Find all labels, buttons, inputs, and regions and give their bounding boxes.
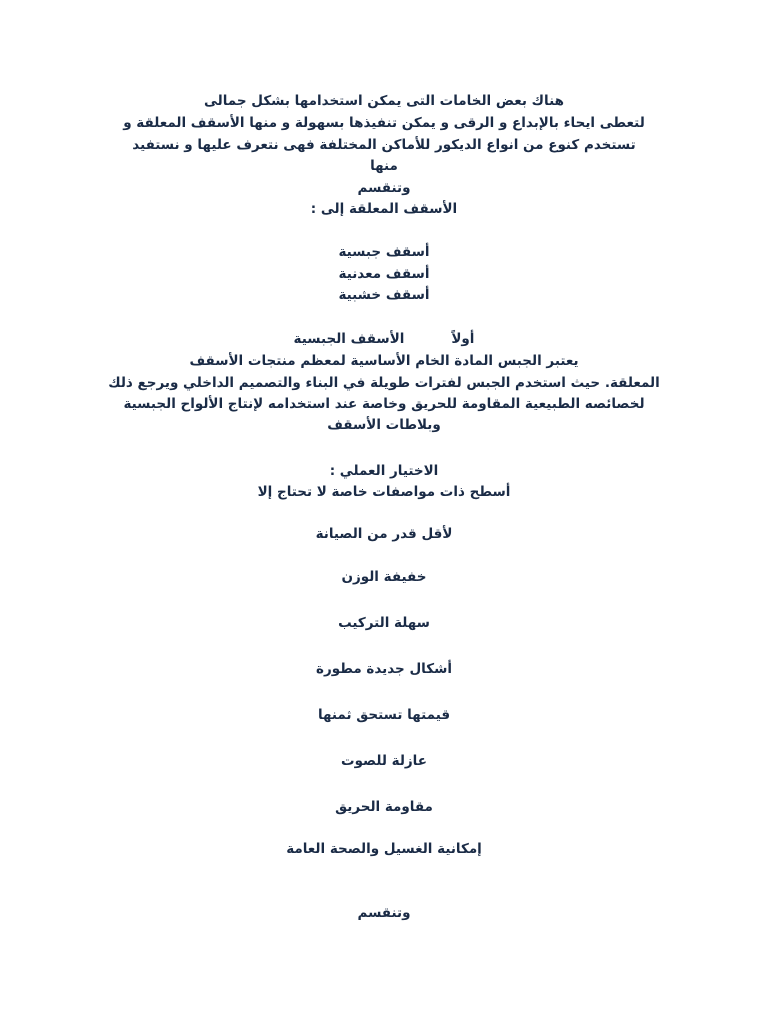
gypsum-line-1: يعتبر الجبس المادة الخام الأساسية لمعظم منتجات الأسقف xyxy=(189,353,579,369)
gypsum-line-3: لخصائصه الطبيعية المقاومة للحريق وخاصة عند استخدامه لإنتاج الألواح الجبسية xyxy=(123,396,645,412)
feature-item: لأقل قدر من الصيانة xyxy=(315,526,453,542)
feature-item: مقاومة الحريق xyxy=(335,799,433,815)
footer-text: وتنقسم xyxy=(357,905,411,921)
ceiling-type-metal: أسقف معدنية xyxy=(338,266,430,282)
ceiling-type-wood: أسقف خشبية xyxy=(338,287,430,303)
intro-line-4: منها xyxy=(370,158,398,174)
feature-item: سهلة التركيب xyxy=(338,615,430,631)
intro-line-5: وتنقسم xyxy=(357,180,411,196)
choice-subheading: أسطح ذات مواصفات خاصة لا تحتاج إلا xyxy=(257,484,511,500)
intro-line-2: لتعطى ايحاء بالإبداع و الرقى و يمكن تنفيذها بسهولة و منها الأسقف المعلقة و xyxy=(123,115,645,131)
gypsum-line-4: وبلاطات الأسقف xyxy=(327,417,441,433)
ceiling-type-gypsum: أسقف جبسية xyxy=(338,244,430,260)
intro-line-1: هناك بعض الخامات التى يمكن استخدامها بشكل جمالى xyxy=(204,93,564,109)
gypsum-heading: أولاً الأسقف الجبسية xyxy=(293,331,475,347)
feature-item: عازلة للصوت xyxy=(341,753,427,769)
choice-heading: الاختيار العملي : xyxy=(329,463,439,479)
feature-item: إمكانية الغسيل والصحة العامة xyxy=(286,841,482,857)
intro-line-6: الأسقف المعلقة إلى : xyxy=(310,201,458,217)
feature-item: قيمتها تستحق ثمنها xyxy=(317,707,451,723)
gypsum-line-2: المعلقة. حيث استخدم الجبس لفترات طويلة في البناء والتصميم الداخلي ويرجع ذلك xyxy=(108,375,660,391)
feature-item: خفيفة الوزن xyxy=(341,569,427,585)
feature-item: أشكال جديدة مطورة xyxy=(315,661,452,677)
intro-line-3: تستخدم كنوع من انواع الديكور للأماكن المختلفة فهى نتعرف عليها و نستفيد xyxy=(132,137,636,153)
